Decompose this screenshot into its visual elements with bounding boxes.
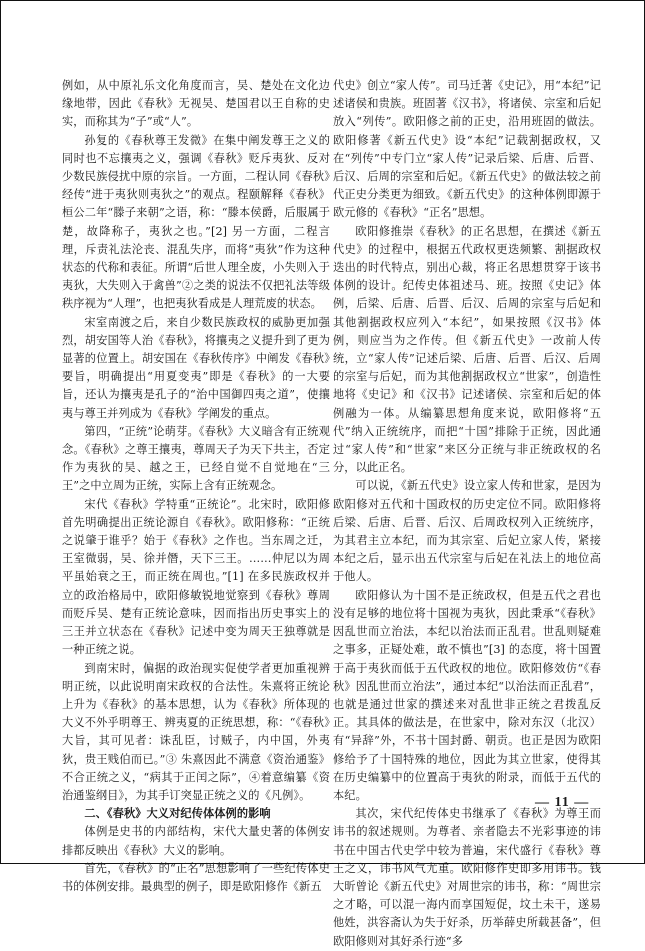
left-column — [62, 77, 330, 896]
right-column — [333, 77, 601, 951]
paragraph: 其次，宋代纪传体史书继承了《春秋》为尊王而讳书的叙述规则。为尊者、亲者隐去不光彩事迹的讳书在中国古代史学中较为普遍，宋代盛行《春秋》尊王之义，讳书风气尤重。欧阳修作史即多用讳书。钱大昕曾论《新五代史》对周世宗的讳书，称：“周世宗之才略，可以混一海内而享国短促，坟土未干，遂易他姓，洪容斋认为失于好杀，历举薛史所载甚备”，但欧阳修则对其好杀行迹“多 — [333, 807, 601, 948]
paragraph: 欧阳修推崇《春秋》的正名思想，在撰述《新五代史》的过程中，根据五代政权更迭频繁、割据政权迭出的时代特点，别出心裁，将正名思想贯穿于该书体例的设计。纪传史体祖述马、班。按照《史记》体例，后梁、后唐、后晋、后汉、后周的宗室与后妃和其他割据政权应列入“本纪”，如果按照《汉书》体例，则应当为之作传。但《新五代史》一改前人传统，立“家人传”记述后梁、后唐、后晋、后汉、后周的宗室与后妃，而为其他割据政权立“世家”，创造性地将《史记》和《汉书》记述诸侯、宗室和后妃的体例融为一体。从编纂思想角度来说，欧阳修将“五代”纳入正统统序，而把“十国”排除于正统，因此通过“家人传”和“世家”来区分正统与非正统政权的名分，以此正名。 — [333, 224, 601, 475]
page-number: — 11 — — [535, 795, 590, 810]
paragraph: 例如，从中原礼乐文化角度而言，吴、楚处在文化边缘地带，因此《春秋》无视吴、楚国君以王自称的史实，而称其为“子”或“人”。 — [62, 79, 330, 129]
paragraph: 代史》创立“家人传”。司马迁著《史记》，用“本纪”记述诸侯和贵族。班固著《汉书》，将诸侯、宗室和后妃放入“列传”。欧阳修之前的正史，沿用班固的做法。欧阳修著《新五代史》设“本纪”记载割据政权，又在“列传”中专门立“家人传”记录后梁、后唐、后晋、后汉、后周的宗室和后妃。《新五代史》的做法较之前代正史分类更为细致。《新五代史》的这种体例即源于欧元修的《春秋》“正名”思想。 — [333, 79, 601, 220]
paragraph: 体例是史书的内部结构，宋代大量史著的体例安排都反映出《春秋》大义的影响。 — [62, 825, 330, 857]
section-heading: 二、《春秋》大义对纪传体体例的影响 — [84, 807, 271, 821]
paragraph: 宋室南渡之后，来自少数民族政权的威胁更加强烈，胡安国等人治《春秋》，将攘夷之义提升到了更为显著的位置上。胡安国在《春秋传序》中阐发《春秋》要旨，明确提出“用夏变夷”即是《春秋》的一大要旨，还认为攘夷是孔子的“治中国御四夷之道”，使攘夷与尊王并列成为《春秋》学阐发的重点。 — [62, 315, 330, 420]
paragraph: 到南宋时，偏据的政治现实促使学者更加重视辨明正统，以此说明南宋政权的合法性。朱熹将正统论上升为《春秋》的基本思想，认为《春秋》所体现的大义不外乎明尊王、辨夷夏的正统思想，称：“《春秋》大旨，其可见者：诛乱臣，讨贼子，内中国，外夷狄，贵王贱伯而已。”③ 朱熹因此不满意《资治通鉴》不合正统之义，“病其于正闰之际”，④着意编纂《资治通鉴纲目》，为其手订突显正统之义的《凡例》。 — [62, 661, 330, 802]
paragraph: 首先，《春秋》的“正名”思想影响了一些纪传体史书的体例安排。最典型的例子，即是欧阳修作《新五 — [62, 861, 330, 893]
paragraph: 第四，“正统”论萌芽。《春秋》大义暗含有正统观念。《春秋》之尊王攘夷，尊周天子为天下共主，否定作为夷狄的吴、越之王，已经自觉不自觉地在“三王”之中立周为正统，实际上含有正统观念。 — [62, 424, 330, 493]
paragraph: 孙复的《春秋尊王发微》在集中阐发尊王之义的同时也不忘攘夷之义，强调《春秋》贬斥夷狄、反对少数民族侵扰中原的宗旨。一方面，二程认同《春秋》经传“进于夷狄则夷狄之”的观点。程颐解释《春秋》桓公二年“滕子来朝”之语，称：“滕本侯爵，后服属于楚，故降称子，夷狄之也。”[2] 另一方面，二程言理，斥责礼法沦丧、混乱失序，而将“夷狄”作为这种状态的代称和表征。所谓“后世人理全废，小失则入于夷狄，大失则入于禽兽”②之类的说法不仅把礼法等级秩序视为“人理”，也把夷狄看成是人理荒废的状态。 — [62, 133, 330, 311]
paragraph: 可以说，《新五代史》设立家人传和世家，是因为欧阳修对五代和十国政权的历史定位不同。欧阳修将后梁、后唐、后晋、后汉、后周政权列入正统统序，为其君主立本纪，而为其宗室、后妃立家人传，紧接本纪之后，显示出五代宗室与后妃在礼法上的地位高于他人。 — [333, 479, 601, 584]
paragraph: 宋代《春秋》学特重“正统论”。北宋时，欧阳修首先明确提出正统论源自《春秋》。欧阳修称：“正统之说肇于谁乎？始于《春秋》之作也。当东周之迁，王室微弱，吴、徐并僭，天下三王。……仲尼以为周平虽始衰之王，而正统在周也。”[1] 在多民族政权并立的政治格局中，欧阳修敏锐地觉察到《春秋》尊周而贬斥吴、楚有正统论意味，因而指出历史事实上的三王并立状态在《春秋》记述中变为周天王独尊就是一种正统之说。 — [62, 497, 330, 657]
paragraph: 欧阳修认为十国不是正统政权，但是五代之君也没有足够的地位将十国视为夷狄，因此秉承“《春秋》因乱世而立治法，本纪以治法而正乱君。世乱则疑难之事多，正疑处难，敢不慎也”[3] 的态度，将十国置于高于夷狄而低于五代政权的地位。欧阳修效仿“《春秋》因乱世而立治法”，通过本纪“以治法而正乱君”，也就是通过世家的撰述来对乱世非正统之君拨乱反正。其具体的做法是，在世家中，除对东汉（北汉）有“异辞”外，不书十国封爵、朝贡。也正是因为欧阳修给予了十国特殊的地位，因此为其立世家，使得其在历史编纂中的位置高于夷狄的附录，而低于五代的本纪。 — [333, 588, 601, 802]
